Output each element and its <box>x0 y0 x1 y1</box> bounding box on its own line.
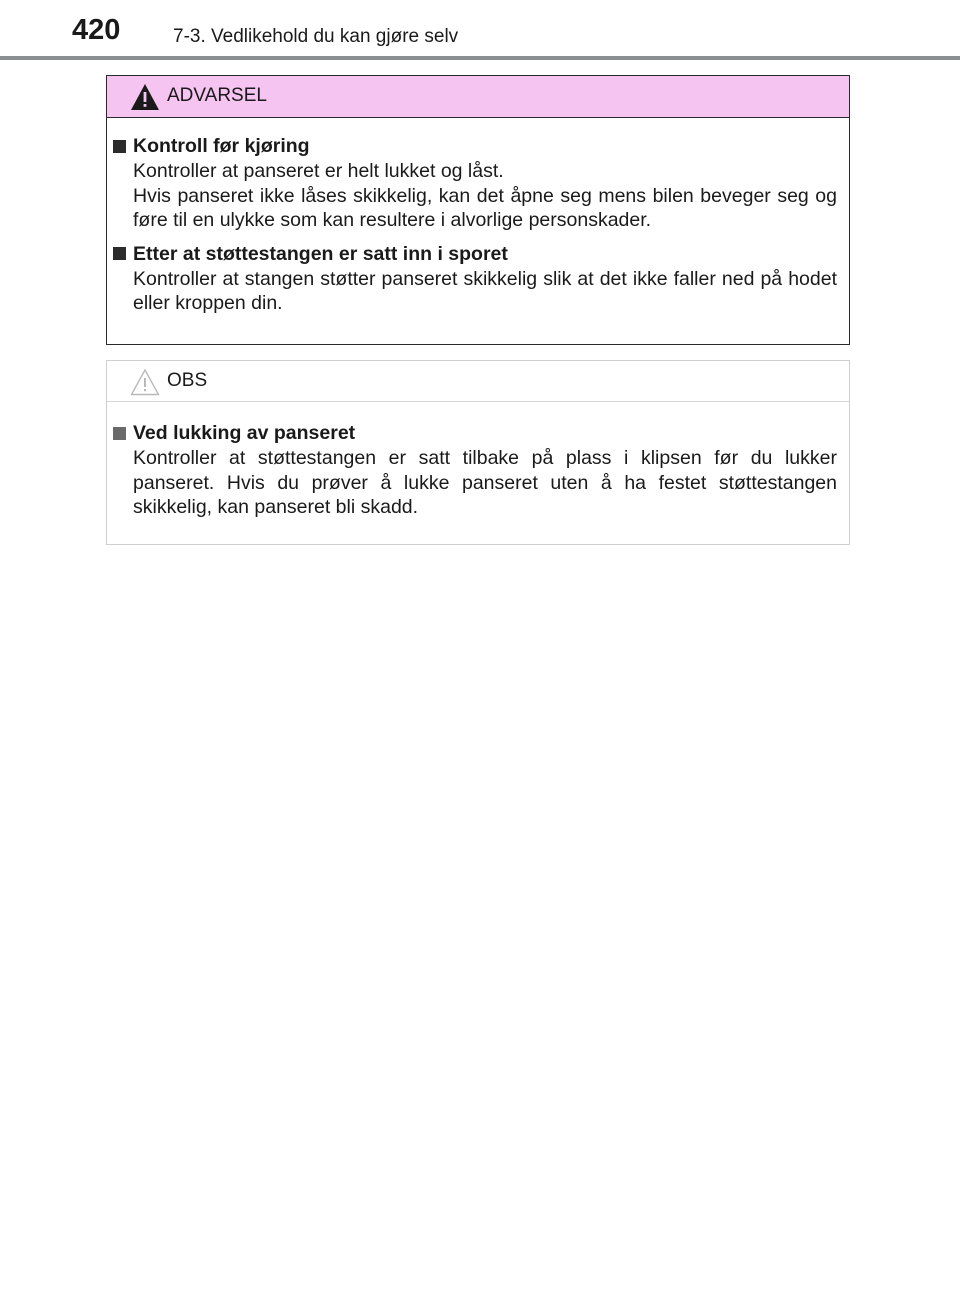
warning-header <box>107 76 849 118</box>
header-divider <box>0 56 960 60</box>
item-paragraph: Kontroller at støttestangen er satt tilbake på plass i klipsen før du lukker panseret. Hvis du prøver å lukke panseret uten å ha festet støttestangen skikkelig, kan panseret bli skadd. <box>133 447 837 518</box>
item-body <box>113 446 837 520</box>
notice-box <box>106 360 850 545</box>
item-paragraph: Hvis panseret ikke låses skikkelig, kan det åpne seg mens bilen beveger seg og føre til en ulykke som kan resultere i alvorlige personskader. <box>133 184 837 231</box>
warning-items <box>107 118 849 316</box>
item-body <box>113 267 837 316</box>
section-title: 7-3. Vedlikehold du kan gjøre selv <box>173 26 459 47</box>
page-header <box>0 0 960 60</box>
notice-items <box>107 402 849 520</box>
square-bullet-icon <box>113 247 126 260</box>
square-bullet-icon <box>113 427 126 440</box>
page-number: 420 <box>72 14 121 46</box>
item-paragraph: Kontroller at stangen støtter panseret skikkelig slik at det ikke faller ned på hodet eller kroppen din. <box>133 267 837 314</box>
warning-label: ADVARSEL <box>167 85 267 106</box>
notice-label: OBS <box>167 370 208 391</box>
warning-item <box>113 133 837 233</box>
square-bullet-icon <box>113 140 126 153</box>
warning-box <box>106 75 850 345</box>
warning-item <box>113 241 837 316</box>
item-title: Etter at støttestangen er satt inn i sporet <box>133 242 508 265</box>
notice-header <box>107 361 849 402</box>
item-title: Ved lukking av panseret <box>133 422 356 444</box>
item-title: Kontroll før kjøring <box>133 135 310 157</box>
item-body <box>113 159 837 233</box>
item-paragraph: Kontroller at panseret er helt lukket og låst. <box>133 160 504 182</box>
notice-item <box>113 420 837 520</box>
caution-outline-triangle-icon <box>129 367 161 397</box>
warning-triangle-icon <box>129 82 161 112</box>
